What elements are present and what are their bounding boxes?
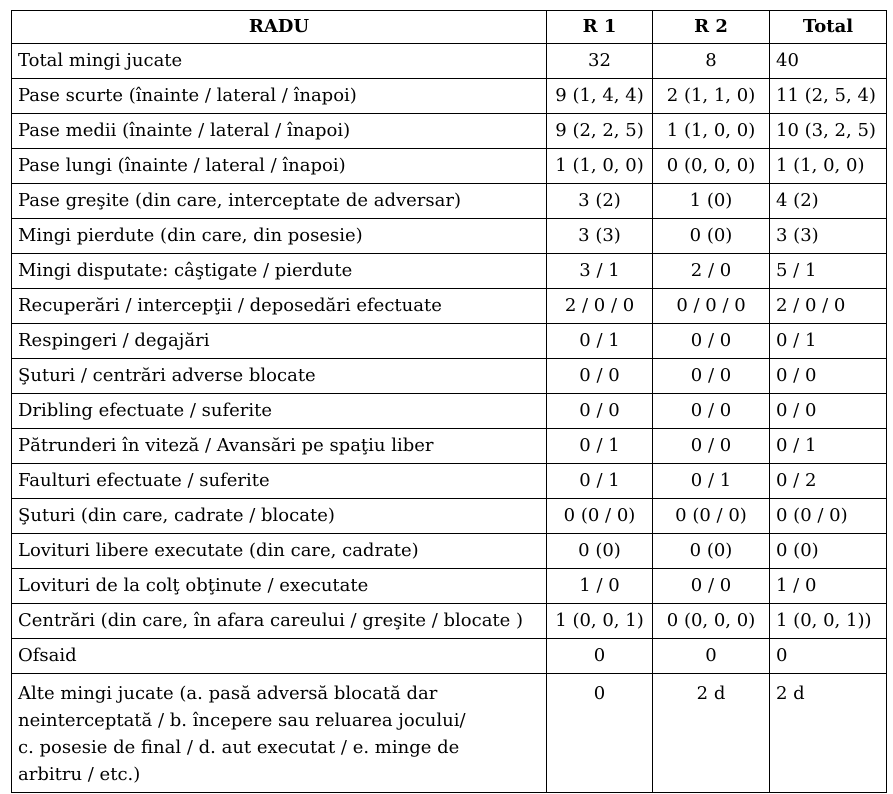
r2-value: 0: [653, 639, 770, 674]
row-label: Ofsaid: [12, 639, 547, 674]
r2-value: 2 d: [653, 674, 770, 793]
r2-value: 0 (0): [653, 534, 770, 569]
table-row: [12, 359, 887, 394]
total-value: 0 / 2: [770, 464, 887, 499]
table-row: [12, 499, 887, 534]
r1-value: 0 / 0: [547, 394, 653, 429]
total-value: 0 (0): [770, 534, 887, 569]
r2-value: 0 (0, 0, 0): [653, 149, 770, 184]
row-label: Lovituri libere executate (din care, cadrate): [12, 534, 547, 569]
r1-value: 0 / 1: [547, 464, 653, 499]
row-label: Lovituri de la colţ obţinute / executate: [12, 569, 547, 604]
header-player-name: RADU: [12, 11, 547, 44]
row-label: Total mingi jucate: [12, 44, 547, 79]
table-row: [12, 219, 887, 254]
r1-value: 1 (0, 0, 1): [547, 604, 653, 639]
row-label: Pătrunderi în viteză / Avansări pe spaţiu liber: [12, 429, 547, 464]
total-value: 1 (1, 0, 0): [770, 149, 887, 184]
total-value: 0 / 0: [770, 359, 887, 394]
row-label: Pase greşite (din care, interceptate de adversar): [12, 184, 547, 219]
header-r2: R 2: [653, 11, 770, 44]
table-row: [12, 324, 887, 359]
r2-value: 1 (1, 0, 0): [653, 114, 770, 149]
table-row: [12, 79, 887, 114]
r2-value: 0 / 1: [653, 464, 770, 499]
total-value: 4 (2): [770, 184, 887, 219]
total-value: 11 (2, 5, 4): [770, 79, 887, 114]
table-row: [12, 149, 887, 184]
r2-value: 2 / 0: [653, 254, 770, 289]
r1-value: 32: [547, 44, 653, 79]
total-value: 3 (3): [770, 219, 887, 254]
total-value: 1 / 0: [770, 569, 887, 604]
total-value: 1 (0, 0, 1)): [770, 604, 887, 639]
r2-value: 1 (0): [653, 184, 770, 219]
r1-value: 0 / 1: [547, 324, 653, 359]
row-label: Faulturi efectuate / suferite: [12, 464, 547, 499]
total-value: 10 (3, 2, 5): [770, 114, 887, 149]
r1-value: 3 (3): [547, 219, 653, 254]
row-label: Mingi disputate: câştigate / pierdute: [12, 254, 547, 289]
table-row: [12, 464, 887, 499]
row-label: Centrări (din care, în afara careului / greşite / blocate ): [12, 604, 547, 639]
table-row: [12, 114, 887, 149]
r2-value: 0 / 0: [653, 429, 770, 464]
r1-value: 3 (2): [547, 184, 653, 219]
row-label: Pase scurte (înainte / lateral / înapoi): [12, 79, 547, 114]
r2-value: 0 / 0: [653, 359, 770, 394]
table-header-row: [12, 11, 887, 44]
row-label: Pase lungi (înainte / lateral / înapoi): [12, 149, 547, 184]
table-row: [12, 604, 887, 639]
row-label: Alte mingi jucate (a. pasă adversă blocată dar neinterceptată / b. începere sau reluarea jocului/ c. posesie de final / d. aut executat / e. minge de arbitru / etc.): [12, 674, 547, 793]
r2-value: 0 / 0 / 0: [653, 289, 770, 324]
table-row: [12, 289, 887, 324]
r2-value: 2 (1, 1, 0): [653, 79, 770, 114]
row-label: Şuturi / centrări adverse blocate: [12, 359, 547, 394]
row-label: Dribling efectuate / suferite: [12, 394, 547, 429]
table-row: [12, 534, 887, 569]
row-label: Şuturi (din care, cadrate / blocate): [12, 499, 547, 534]
table-row: [12, 569, 887, 604]
r2-value: 0 / 0: [653, 324, 770, 359]
header-total: Total: [770, 11, 887, 44]
r1-value: 9 (1, 4, 4): [547, 79, 653, 114]
total-value: 0 / 1: [770, 324, 887, 359]
stats-table: [11, 10, 887, 793]
table-row: [12, 394, 887, 429]
total-value: 0 / 1: [770, 429, 887, 464]
table-row: [12, 639, 887, 674]
r2-value: 0 (0): [653, 219, 770, 254]
r1-value: 0 (0 / 0): [547, 499, 653, 534]
total-value: 0: [770, 639, 887, 674]
total-value: 40: [770, 44, 887, 79]
r1-value: 2 / 0 / 0: [547, 289, 653, 324]
r1-value: 0: [547, 674, 653, 793]
total-value: 5 / 1: [770, 254, 887, 289]
r1-value: 0: [547, 639, 653, 674]
r2-value: 0 (0, 0, 0): [653, 604, 770, 639]
row-label: Mingi pierdute (din care, din posesie): [12, 219, 547, 254]
total-value: 0 / 0: [770, 394, 887, 429]
table-row: [12, 674, 887, 793]
total-value: 0 (0 / 0): [770, 499, 887, 534]
r1-value: 1 (1, 0, 0): [547, 149, 653, 184]
r1-value: 1 / 0: [547, 569, 653, 604]
r1-value: 0 / 1: [547, 429, 653, 464]
r1-value: 0 (0): [547, 534, 653, 569]
r1-value: 0 / 0: [547, 359, 653, 394]
r2-value: 0 (0 / 0): [653, 499, 770, 534]
r2-value: 8: [653, 44, 770, 79]
header-r1: R 1: [547, 11, 653, 44]
r1-value: 3 / 1: [547, 254, 653, 289]
row-label: Pase medii (înainte / lateral / înapoi): [12, 114, 547, 149]
row-label: Recuperări / intercepţii / deposedări efectuate: [12, 289, 547, 324]
total-value: 2 / 0 / 0: [770, 289, 887, 324]
r2-value: 0 / 0: [653, 569, 770, 604]
row-label: Respingeri / degajări: [12, 324, 547, 359]
r2-value: 0 / 0: [653, 394, 770, 429]
r1-value: 9 (2, 2, 5): [547, 114, 653, 149]
table-row: [12, 254, 887, 289]
total-value: 2 d: [770, 674, 887, 793]
table-row: [12, 184, 887, 219]
table-row: [12, 429, 887, 464]
table-row: [12, 44, 887, 79]
